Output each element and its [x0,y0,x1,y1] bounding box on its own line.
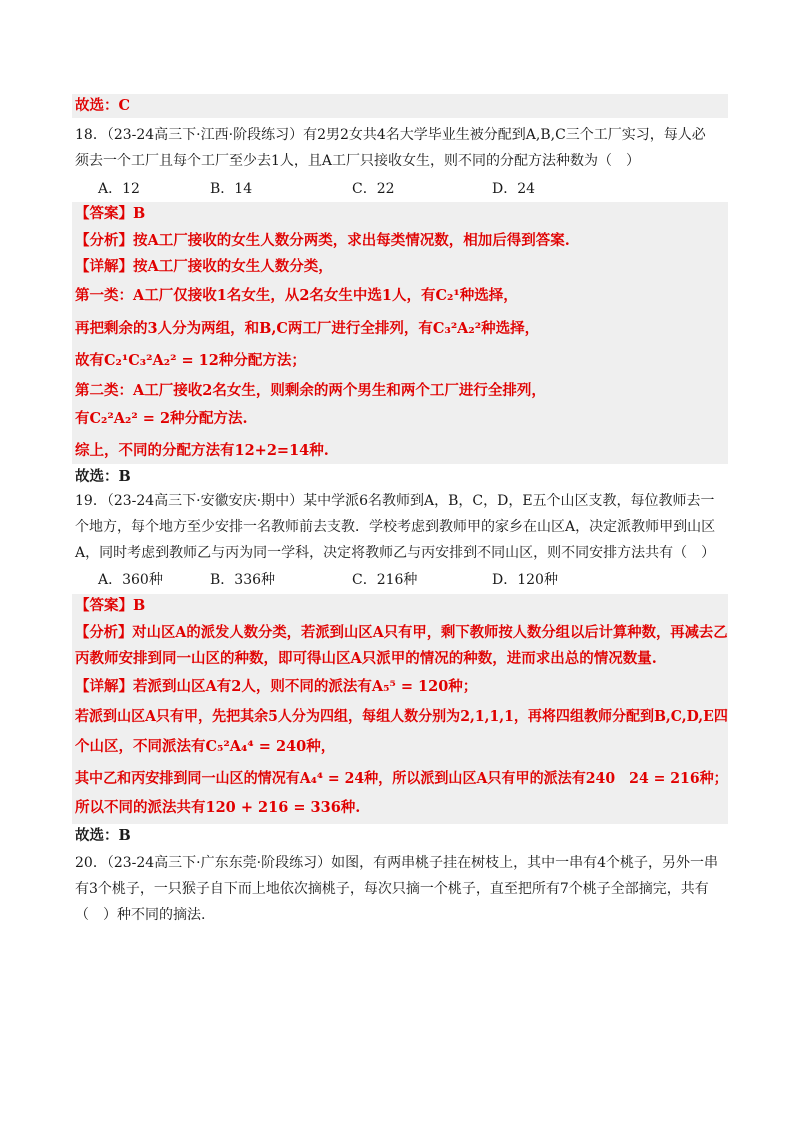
q19-stem-line3: A，同时考虑到教师乙与丙为同一学科，决定将教师乙与丙安排到不同山区，则不同安排方法共有（ ） [75,545,716,561]
q19-stem-line2: 个地方，每个地方至少安排一名教师前去支教．学校考虑到教师甲的家乡在山区A，决定派教师甲到山区 [75,519,716,535]
q18-stem-line2: 须去一个工厂且每个工厂至少去1人，且A工厂只接收女生，则不同的分配方法种数为（ ） [75,153,641,169]
q19-analysis-line1: 【分析】对山区A的派发人数分类，若派到山区A只有甲，剩下教师按人数分组以后计算种数，再减去乙 [75,624,728,641]
q18-option-a: A．12 [98,181,140,197]
q18-step1: 第一类：A工厂仅接收1名女生，从2名女生中选1人，有C₂¹种选择， [75,287,518,304]
q19-step1: 若派到山区A只有甲，先把其余5人分为四组，每组人数分别为2,1,1,1，再将四组教师分配到B,C,D,E四 [75,708,728,725]
q19-step2: 个山区，不同派法有C₅²A₄⁴ = 240种， [75,738,336,755]
q18-step4: 第二类：A工厂接收2名女生，则剩余的两个男生和两个工厂进行全排列， [75,382,546,399]
q18-step5: 有C₂²A₂² = 2种分配方法. [75,410,248,427]
q19-option-b: B．336种 [210,572,276,588]
q18-analysis: 【分析】按A工厂接收的女生人数分两类，求出每类情况数，相加后得到答案. [75,232,570,249]
q18-step3: 故有C₂¹C₃²A₂² = 12种分配方法； [75,352,306,369]
q19-option-c: C．216种 [352,572,418,588]
q19-step3: 其中乙和丙安排到同一山区的情况有A₄⁴ = 24种，所以派到山区A只有甲的派法有240 24 = 216种； [75,770,728,787]
q18-answer: 【答案】B [75,205,146,222]
previous-choice: 故选：C [75,97,131,114]
q18-step2: 再把剩余的3人分为两组，和B,C两工厂进行全排列，有C₃²A₂²种选择， [75,320,540,337]
q19-option-a: A．360种 [98,572,163,588]
q20-stem-line2: 有3个桃子，一只猴子自下而上地依次摘桃子，每次只摘一个桃子，直至把所有7个桃子全部摘完，共有 [75,881,709,897]
q18-stem-line1: 18．（23-24高三下·江西·阶段练习）有2男2女共4名大学毕业生被分配到A,B,C三个工厂实习，每人必 [75,127,706,143]
q19-detail: 【详解】若派到山区A有2人，则不同的派法有A₅⁵ = 120种； [75,678,478,695]
q19-option-d: D．120种 [492,572,558,588]
q18-step6: 综上，不同的分配方法有12+2=14种. [75,442,329,459]
q18-option-b: B．14 [210,181,253,197]
q19-step4: 所以不同的派法共有120 + 216 = 336种. [75,799,361,816]
q19-stem-line1: 19．（23-24高三下·安徽安庆·期中）某中学派6名教师到A，B，C，D，E五个山区支教，每位教师去一 [75,493,715,509]
q20-stem-line1: 20．（23-24高三下·广东东莞·阶段练习）如图，有两串桃子挂在树枝上，其中一串有4个桃子，另外一串 [75,855,718,871]
q20-stem-line3: （ ）种不同的摘法. [75,907,206,923]
q19-answer: 【答案】B [75,597,146,614]
q19-choice: 故选：B [75,827,131,844]
solution-shade-top [72,94,728,118]
q18-option-c: C．22 [352,181,395,197]
q19-analysis-line2: 丙教师安排到同一山区的种数，即可得山区A只派甲的情况的种数，进而求出总的情况数量. [75,650,657,667]
q18-option-d: D．24 [492,181,536,197]
q18-detail: 【详解】按A工厂接收的女生人数分类， [75,258,333,275]
q18-choice: 故选：B [75,468,131,485]
